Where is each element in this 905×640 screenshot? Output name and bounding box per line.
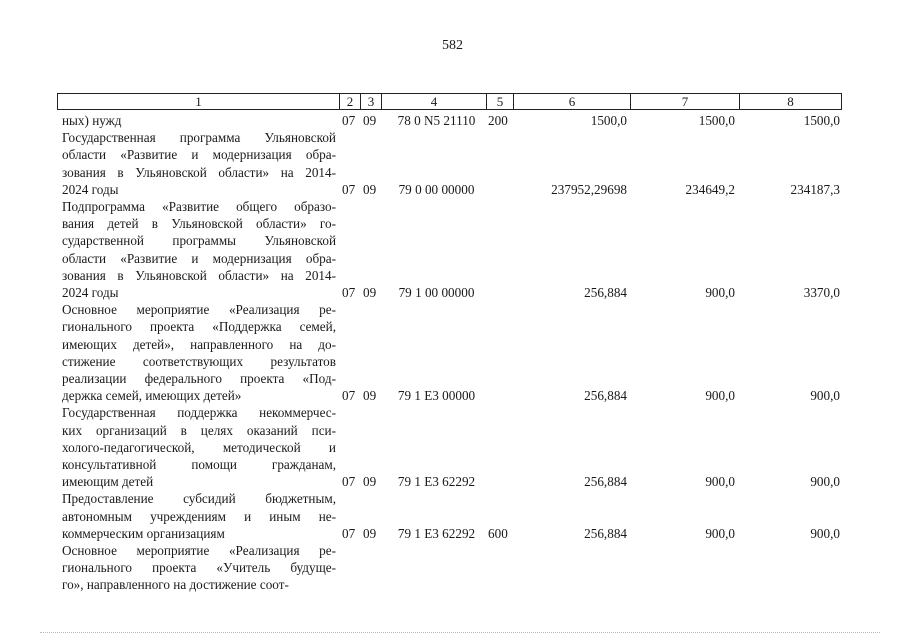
description-line: гионального проекта «Поддержка семей, <box>62 319 336 335</box>
cell-col-4: 79 1 E3 00000 <box>397 388 476 404</box>
cell-col-5: 200 <box>488 113 508 128</box>
row-description <box>62 301 336 404</box>
cell-col-2: 07 <box>342 181 356 197</box>
cell-col-3: 09 <box>363 181 377 197</box>
cell-col-6: 1500,0 <box>590 113 627 128</box>
description-line: Государственная программа Ульяновской <box>62 130 336 146</box>
row-description <box>62 112 336 129</box>
cell-col-6: 256,884 <box>584 285 627 300</box>
cell-col-8: 234187,3 <box>790 181 840 197</box>
cell-col-3: 09 <box>363 474 377 490</box>
cell-col-6: 237952,29698 <box>551 181 627 197</box>
description-line: держка семей, имеющих детей» <box>62 388 242 404</box>
description-line: вания детей в Ульяновской области» го- <box>62 216 336 232</box>
description-line: области «Развитие и модернизация обра- <box>62 250 336 266</box>
cell-col-3: 09 <box>363 285 377 300</box>
cell-col-4: 79 1 E3 62292 <box>397 474 476 490</box>
cell-col-3: 09 <box>363 113 377 128</box>
description-line: 2024 годы <box>62 181 119 197</box>
cell-col-3: 09 <box>363 525 377 541</box>
row-description <box>62 490 336 542</box>
description-line: Основное мероприятие «Реализация ре- <box>62 302 336 318</box>
cell-col-8: 1500,0 <box>803 113 840 128</box>
cell-col-2: 07 <box>342 285 356 300</box>
cell-col-4: 78 0 N5 21110 <box>397 113 476 128</box>
cell-col-4: 79 1 E3 62292 <box>397 525 476 541</box>
description-line: имеющих детей», направленного на до- <box>62 336 336 352</box>
description-line: ных) нужд <box>62 113 122 128</box>
description-line: зования в Ульяновской области» на 2014- <box>62 164 336 180</box>
description-line: зования в Ульяновской области» на 2014- <box>62 267 336 283</box>
description-line: холого-педагогической, методической и <box>62 439 336 455</box>
row-description <box>62 198 336 301</box>
description-line: консультативной помощи гражданам, <box>62 456 336 472</box>
cell-col-6: 256,884 <box>584 474 627 490</box>
cell-col-7: 900,0 <box>705 525 735 541</box>
description-line: коммерческим организациям <box>62 525 225 541</box>
description-line: области «Развитие и модернизация обра- <box>62 147 336 163</box>
header-col-3: 3 <box>360 94 381 109</box>
page-number: 582 <box>442 38 463 53</box>
description-line: Подпрограмма «Развитие общего образо- <box>62 199 336 214</box>
cell-col-7: 1500,0 <box>698 113 735 128</box>
description-line: ких организаций в целях оказаний пси- <box>62 422 336 438</box>
description-line: имеющим детей <box>62 474 154 490</box>
cell-col-2: 07 <box>342 525 356 541</box>
header-col-4: 4 <box>381 94 486 109</box>
row-description <box>62 129 336 198</box>
cell-col-2: 07 <box>342 388 356 404</box>
cell-col-4: 79 1 00 00000 <box>398 285 475 300</box>
cell-col-6: 256,884 <box>584 525 627 541</box>
description-line: стижение соответствующих результатов <box>62 353 336 369</box>
description-line: гионального проекта «Учитель будуще- <box>62 560 336 576</box>
cell-col-8: 3370,0 <box>803 285 840 300</box>
cell-col-7: 900,0 <box>705 285 735 300</box>
scan-artifact <box>40 632 880 635</box>
description-line: реализации федерального проекта «Под- <box>62 370 336 386</box>
cell-col-3: 09 <box>363 388 377 404</box>
cell-col-2: 07 <box>342 474 356 490</box>
description-line: 2024 годы <box>62 284 119 300</box>
description-line: сударственной программы Ульяновской <box>62 233 336 249</box>
cell-col-2: 07 <box>342 113 356 128</box>
row-description <box>62 404 336 490</box>
header-col-6: 6 <box>513 94 630 109</box>
cell-col-5: 600 <box>488 525 508 541</box>
description-line: Основное мероприятие «Реализация ре- <box>62 543 336 558</box>
cell-col-8: 900,0 <box>810 388 840 404</box>
cell-col-7: 234649,2 <box>685 181 735 197</box>
table-header <box>57 93 842 110</box>
header-col-1: 1 <box>195 94 202 109</box>
cell-col-4: 79 0 00 00000 <box>398 181 475 197</box>
description-line: го», направленного на достижение соот- <box>62 577 289 593</box>
row-description <box>62 542 336 594</box>
description-line: автономным учреждениям и иным не- <box>62 508 336 524</box>
header-col-8: 8 <box>739 94 841 109</box>
header-col-5: 5 <box>486 94 513 109</box>
header-col-2: 2 <box>339 94 360 109</box>
cell-col-8: 900,0 <box>810 525 840 541</box>
cell-col-7: 900,0 <box>705 474 735 490</box>
description-line: Государственная поддержка некоммерчес- <box>62 405 336 421</box>
cell-col-6: 256,884 <box>584 388 627 404</box>
cell-col-7: 900,0 <box>705 388 735 404</box>
description-line: Предоставление субсидий бюджетным, <box>62 491 336 507</box>
header-col-7: 7 <box>630 94 739 109</box>
cell-col-8: 900,0 <box>810 474 840 490</box>
